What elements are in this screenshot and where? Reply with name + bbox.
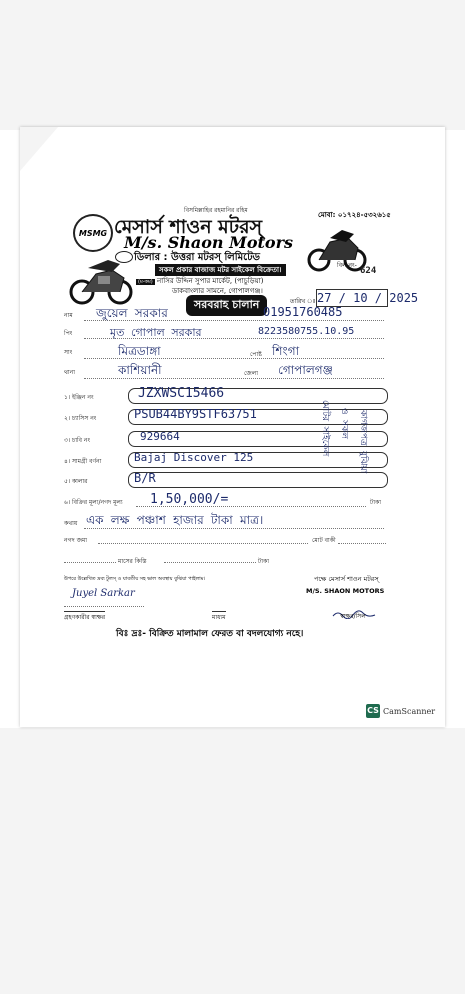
scan-background-top bbox=[0, 0, 465, 130]
address-text-1: নাসির উদ্দিন সুপার মার্কেট, (পাচুড়িয়া) bbox=[157, 277, 264, 285]
father-label: পিং bbox=[64, 330, 73, 337]
buyer-signature-label: গ্রহণকারীর স্বাক্ষর bbox=[64, 611, 105, 623]
company-title-en: M/s. Shaon Motors bbox=[124, 233, 294, 252]
customer-signature: Juyel Sarkar bbox=[72, 588, 135, 599]
cash-label: নগদ জমা bbox=[64, 537, 88, 544]
tagline-banner: সকল প্রকার বাজাজ মটর সাইকেল বিক্রেতা। bbox=[155, 264, 286, 276]
due-label: মোট বাকী bbox=[312, 537, 336, 544]
village-label: সাং bbox=[64, 349, 73, 356]
district-value: গোপালগঞ্জ bbox=[278, 363, 333, 377]
side-note-1: মোটর সাইকেল bbox=[320, 400, 330, 457]
dealer-text: ডিলার : উত্তরা মটরস্ লিমিটেড bbox=[134, 252, 260, 263]
logo-text: MSMG bbox=[78, 228, 108, 238]
key-value: 929664 bbox=[140, 430, 180, 443]
bajaj-emblem bbox=[115, 251, 133, 263]
cash-line bbox=[98, 543, 308, 544]
side-note-2: ও সকল bbox=[339, 408, 349, 439]
color-value: B/R bbox=[134, 471, 156, 485]
village-value: মিত্রডাঙ্গা bbox=[118, 344, 161, 358]
post-value: শিংগা bbox=[272, 344, 300, 358]
thana-label: থানা bbox=[64, 369, 75, 376]
return-policy-note: বিঃ দ্রঃ- বিক্রিত মালামাল ফেরত বা বদলযোগ্য নহে। bbox=[116, 629, 304, 639]
installment-line-2 bbox=[164, 562, 256, 563]
price-label: ৬। বিক্রির মূল্য/নগদ মূল্য bbox=[64, 499, 123, 506]
challan-title: সরবরাহ চালান bbox=[186, 295, 267, 316]
date-value: 27 / 10 / 2025 bbox=[317, 291, 419, 305]
nid-value: 8223580755.10.95 bbox=[258, 326, 355, 337]
color-label: ৫। কালার bbox=[64, 478, 88, 485]
words-label: কথায় bbox=[64, 520, 78, 527]
district-label: জেলা bbox=[244, 370, 259, 377]
camscanner-label: CamScanner bbox=[383, 707, 436, 716]
key-label: ৩। চাবি নং bbox=[64, 437, 91, 444]
address-tag: (ম-কম) bbox=[138, 279, 153, 285]
bill-label: বিল নং- bbox=[337, 262, 357, 269]
bismillah-text: বিসমিল্লাহির রহমানির রহিম bbox=[184, 207, 248, 214]
camscanner-badge: CS bbox=[366, 704, 380, 718]
due-line bbox=[338, 543, 386, 544]
msmg-logo bbox=[73, 214, 113, 252]
date-label: তারিখ ঃ bbox=[290, 298, 316, 305]
installment-label: মাসের কিস্তি bbox=[118, 558, 147, 565]
installment-taka: টাকা bbox=[258, 558, 269, 565]
address-line-2: ডাকবাংলার সামনে, গোপালগঞ্জ। bbox=[172, 287, 263, 295]
seller-signature-label: স্বাক্ষর/সিল bbox=[340, 613, 366, 620]
name-label: নাম bbox=[64, 312, 73, 319]
chassis-label: ২। চ্যাসিস নং bbox=[64, 415, 97, 422]
buyer-signature-line bbox=[64, 606, 144, 607]
company-title-bn: মেসার্স শাওন মটরস্ bbox=[114, 216, 263, 238]
phone-value: 01951760485 bbox=[263, 305, 343, 319]
side-note-3: কাগজপত্র বুঝিয়া bbox=[358, 410, 368, 474]
via-label: মাধ্যম bbox=[212, 611, 226, 623]
description-label: ৪। সামগ্রী বর্ণনা bbox=[64, 458, 102, 465]
chassis-value: PSUB44BY9STF63751 bbox=[134, 407, 257, 421]
price-value: 1,50,000/= bbox=[150, 492, 229, 507]
engine-value: JZXWSC15466 bbox=[138, 386, 225, 401]
engine-label: ১। ইঞ্জিন নং bbox=[64, 394, 94, 401]
mobile-number: মোবা: ০১৭২৪-৫৩২৬১৫ bbox=[318, 211, 391, 219]
folded-corner bbox=[20, 127, 58, 171]
scan-background-bottom bbox=[0, 728, 465, 994]
description-value: Bajaj Discover 125 bbox=[134, 451, 254, 464]
received-text: উপরে উল্লেখিত দ্রব্য টুলস্ ও যাবতীয় সহ ভাল অবস্থায় বুঝিয়া পাইলাম। bbox=[64, 576, 206, 582]
post-label: পোষ্ট bbox=[250, 351, 262, 358]
installment-line-1 bbox=[64, 562, 116, 563]
on-behalf-text: পক্ষে মেসার্স শাওন মটরস্ bbox=[314, 575, 379, 583]
words-value: এক লক্ষ পঞ্চাশ হাজার টাকা মাত্র। bbox=[86, 513, 264, 527]
thana-value: কাশিয়ানী bbox=[118, 363, 162, 377]
father-value: মৃত গোপাল সরকার bbox=[110, 326, 202, 339]
company-signature-text: M/S. SHAON MOTORS bbox=[306, 587, 385, 595]
price-taka: টাকা bbox=[370, 499, 381, 506]
name-value: জুয়েল সরকার bbox=[96, 306, 168, 320]
color-box bbox=[128, 472, 388, 488]
bill-number: 624 bbox=[360, 266, 377, 276]
